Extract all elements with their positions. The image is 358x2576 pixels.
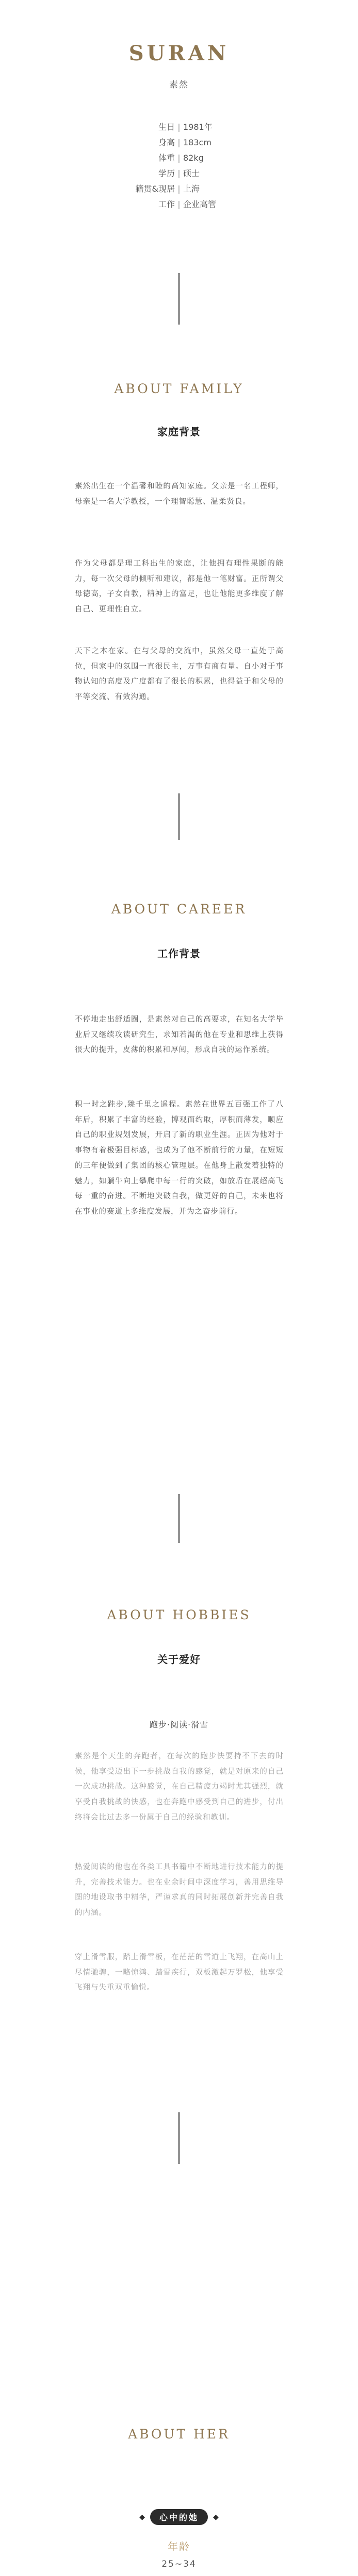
profile-separator: | bbox=[177, 184, 181, 194]
career-title: ABOUT CAREER bbox=[111, 902, 247, 917]
her-card-title bbox=[0, 2509, 358, 2525]
diamond-icon: ◆ bbox=[139, 2513, 145, 2521]
career-paragraph: 积一时之跬步,臻千里之遥程。素然在世界五百强工作了八年后，积累了丰富的经验，博观而约取，厚积而薄发，顺应自己的职业规划发展，开启了新的职业生涯。正因为他对于事物有着极强目标感，也成为了他不断前行的力量，在短短的三年便做到了集团的核心管理层。在他身上散发着独特的魅力，如躺牛向上攀爬中每一行的突破，如放盾在展超高飞每一重的奋进。不断地突破自我，做更好的自己，未来也将在事业的赛道上多维度发展，并为之奋步前行。 bbox=[75, 1100, 284, 1216]
her-card-label: 心中的她 bbox=[150, 2509, 208, 2525]
profile-key: 身高 bbox=[158, 138, 175, 147]
career-subtitle: 工作背景 bbox=[157, 947, 201, 960]
profile-value: 1981年 bbox=[183, 122, 213, 132]
hobbies-title: ABOUT HOBBIES bbox=[107, 1607, 251, 1622]
profile-separator: | bbox=[177, 122, 181, 132]
hobbies-subtitle: 关于爱好 bbox=[157, 1653, 201, 1666]
profile-separator: | bbox=[177, 199, 181, 209]
divider-line bbox=[178, 273, 180, 325]
family-title: ABOUT FAMILY bbox=[114, 381, 244, 396]
profile-row bbox=[0, 135, 358, 150]
her-item-value: 25~34 bbox=[161, 2559, 197, 2569]
profile-key: 工作 bbox=[158, 199, 175, 209]
family-subtitle: 家庭背景 bbox=[157, 426, 201, 438]
divider-line bbox=[178, 793, 180, 840]
her-item-age bbox=[0, 2537, 358, 2572]
hobbies-paragraph: 穿上滑雪服，踏上滑雪板，在茫茫的雪道上飞翔，在高山上尽情驰骋，一略惊鸿、踏雪疾行，双板激起万罗松，他享受飞翔与失重双重愉悦。 bbox=[75, 1953, 284, 1992]
profile-separator: | bbox=[177, 168, 181, 178]
name-english: SURAN bbox=[128, 41, 230, 65]
hobbies-heading: 跑步·阅读·滑雪 bbox=[149, 1720, 209, 1730]
profile-row bbox=[0, 120, 358, 135]
profile-row bbox=[0, 150, 358, 166]
profile-row bbox=[0, 197, 358, 212]
profile-key: 学历 bbox=[158, 168, 175, 178]
profile-separator: | bbox=[177, 138, 181, 147]
hobbies-paragraph: 素然是个天生的奔跑者，在每次的跑步快要持不下去的时候，他享受迈出下一步挑战自我的感觉，就是对原来的自己一次成功挑战。这种感觉，在自己精疲力竭时尤其强烈，就享受自我挑战的快感，也在奔跑中感受到自己的进步，付出终将会比过去多一份属于自己的经验和教训。 bbox=[75, 1752, 284, 1822]
family-paragraph: 天下之本在家。在与父母的交流中，虽然父母一直处于高位，但家中的氛围一直很民主，万事有商有量。自小对于事物认知的高度及广度都有了很长的积累，也得益于和父母的平等交流、有效沟通。 bbox=[75, 647, 284, 702]
career-paragraph: 不停地走出舒适圈，是素然对自己的高要求，在知名大学毕业后又继续攻读研究生，求知若渴的他在专业和思维上获得很大的提升，皮薄的积累和厚阅，形成自我的运作系统。 bbox=[75, 1015, 284, 1055]
profile-value: 82kg bbox=[183, 153, 204, 163]
family-paragraph: 素然出生在一个温馨和睦的高知家庭。父亲是一名工程师，母亲是一名大学教授，一个理智聪慧、温柔贤良。 bbox=[75, 482, 284, 506]
profile-row bbox=[0, 181, 358, 197]
profile-value: 上海 bbox=[183, 184, 200, 194]
profile-value: 183cm bbox=[183, 138, 211, 147]
profile-key: 体重 bbox=[158, 153, 175, 163]
divider-line bbox=[178, 1494, 180, 1543]
her-title: ABOUT HER bbox=[128, 2427, 230, 2442]
divider-line bbox=[178, 2112, 180, 2164]
name-chinese: 素然 bbox=[169, 80, 189, 90]
profile-key: 籍贯&现居 bbox=[135, 184, 175, 194]
family-paragraph: 作为父母都是理工科出生的家庭，让他拥有理性果断的能力，每一次父母的倾听和建议，都是他一笔财富。正所谓父母德高，子女自教，精神上的富足，也让他能更多维度了解自己、更理性自立。 bbox=[75, 560, 284, 614]
diamond-icon: ◆ bbox=[213, 2513, 219, 2521]
profile-row bbox=[0, 166, 358, 181]
her-item-label: 年龄 bbox=[168, 2540, 190, 2553]
profile-list bbox=[0, 120, 358, 212]
profile-value: 硕士 bbox=[183, 168, 200, 178]
profile-value: 企业高管 bbox=[183, 199, 217, 209]
profile-key: 生日 bbox=[158, 122, 175, 132]
profile-separator: | bbox=[177, 153, 181, 163]
hobbies-paragraph: 热爱阅读的他也在各类工具书籍中不断地进行技术能力的提升，完善技术能力。也在业余时间中深度学习，善用思维导图的地设取书中精华，严谨求真的同时拓展创新并完善自我的内涵。 bbox=[75, 1863, 284, 1918]
